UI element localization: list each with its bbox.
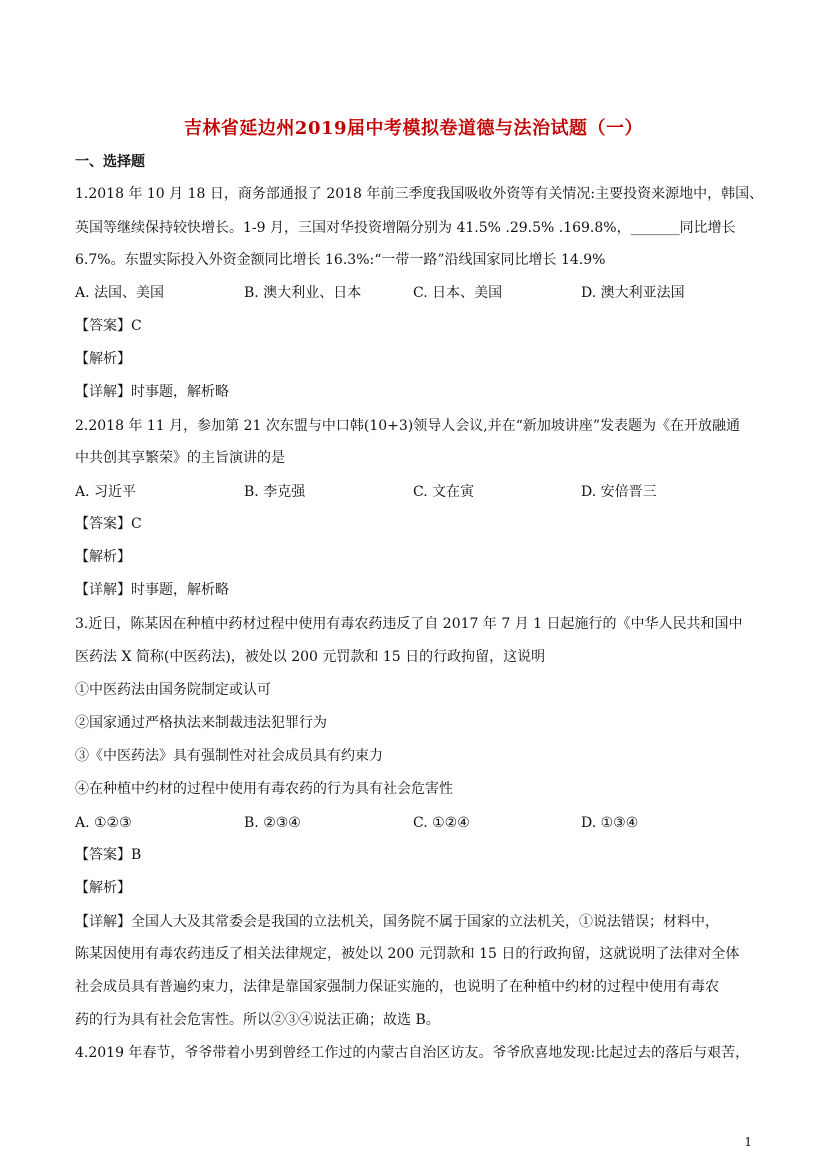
question-3-detail-line-4: 药的行为具有社会危害性。所以②③④说法正确；故选 B。 — [75, 1012, 440, 1028]
question-3-item-2: ②国家通过严格执法来制裁违法犯罪行为 — [75, 715, 327, 731]
question-1-analysis: 【解析】 — [75, 351, 131, 367]
question-1-option-a: A. 法国、美国 — [75, 285, 165, 301]
question-3-option-d: D. ①③④ — [581, 815, 639, 831]
question-2-option-a: A. 习近平 — [75, 484, 137, 500]
question-3-analysis: 【解析】 — [75, 880, 131, 896]
question-1-answer: 【答案】C — [75, 318, 142, 334]
question-3-item-1: ①中医药法由国务院制定或认可 — [75, 682, 271, 698]
page-number: 1 — [744, 1135, 752, 1149]
question-3-option-b: B. ②③④ — [244, 815, 301, 831]
question-1-line-2: 英国等继续保持较快增长。1-9 月，三国对华投资增隔分别为 41.5% .29.5% .169.8%，_______同比增长 — [75, 220, 736, 236]
question-2-line-2: 中共创其享繁荣》的主旨演讲的是 — [75, 450, 285, 466]
question-2-detail: 【详解】时事题，解析略 — [75, 582, 229, 598]
document-title: 吉林省延边州2019届中考模拟卷道德与法治试题（一） — [183, 118, 644, 139]
question-2-option-c: C. 文在寅 — [413, 484, 475, 500]
question-2-answer: 【答案】C — [75, 516, 142, 532]
question-1-line-3: 6.7%。东盟实际投入外资金额同比增长 16.3%:“一带一路”沿线国家同比增长 14.9% — [75, 252, 606, 268]
question-1-line-1: 1.2018 年 10 月 18 日，商务部通报了 2018 年前三季度我国吸收外资等有关情况:主要投资来源地中，韩国、 — [75, 186, 764, 202]
question-2-analysis: 【解析】 — [75, 549, 131, 565]
question-1-option-c: C. 日本、美国 — [413, 285, 503, 301]
question-3-line-2: 医药法 X 简称(中医药法)，被处以 200 元罚款和 15 日的行政拘留，这说明 — [75, 649, 546, 665]
question-1-option-d: D. 澳大利亚法国 — [581, 285, 685, 301]
question-3-detail-line-1: 【详解】全国人大及其常委会是我国的立法机关，国务院不属于国家的立法机关，①说法错误；材料中， — [75, 914, 719, 930]
question-2-option-b: B. 李克强 — [244, 484, 306, 500]
question-2-line-1: 2.2018 年 11 月，参加第 21 次东盟与中口韩(10+3)领导人会议,并在“新加坡讲座”发表题为《在开放融通 — [75, 418, 741, 434]
question-1-detail: 【详解】时事题，解析略 — [75, 384, 229, 400]
question-3-line-1: 3.近日，陈某因在种植中药材过程中使用有毒农药违反了自 2017 年 7 月 1 日起施行的《中华人民共和国中 — [75, 616, 743, 632]
question-4-line-1: 4.2019 年春节，爷爷带着小男到曾经工作过的内蒙古自治区访友。爷爷欣喜地发现:比起过去的落后与艰苦， — [75, 1045, 750, 1061]
question-3-detail-line-2: 陈某因使用有毒农药违反了相关法律规定，被处以 200 元罚款和 15 日的行政拘留，这就说明了法律对全体 — [75, 946, 740, 962]
question-3-option-a: A. ①②③ — [75, 815, 132, 831]
question-1-option-b: B. 澳大利业、日本 — [244, 285, 362, 301]
question-3-detail-line-3: 社会成员具有普遍约束力，法律是靠国家强制力保证实施的，也说明了在种植中约材的过程中使用有毒农 — [75, 979, 719, 995]
question-3-item-4: ④在种植中约材的过程中使用有毒农药的行为具有社会危害性 — [75, 781, 453, 797]
question-3-answer: 【答案】B — [75, 847, 142, 863]
question-2-option-d: D. 安倍晋三 — [581, 484, 657, 500]
question-3-item-3: ③《中医药法》具有强制性对社会成员具有约束力 — [75, 748, 383, 764]
question-3-option-c: C. ①②④ — [413, 815, 470, 831]
section-heading: 一、选择题 — [75, 154, 145, 170]
